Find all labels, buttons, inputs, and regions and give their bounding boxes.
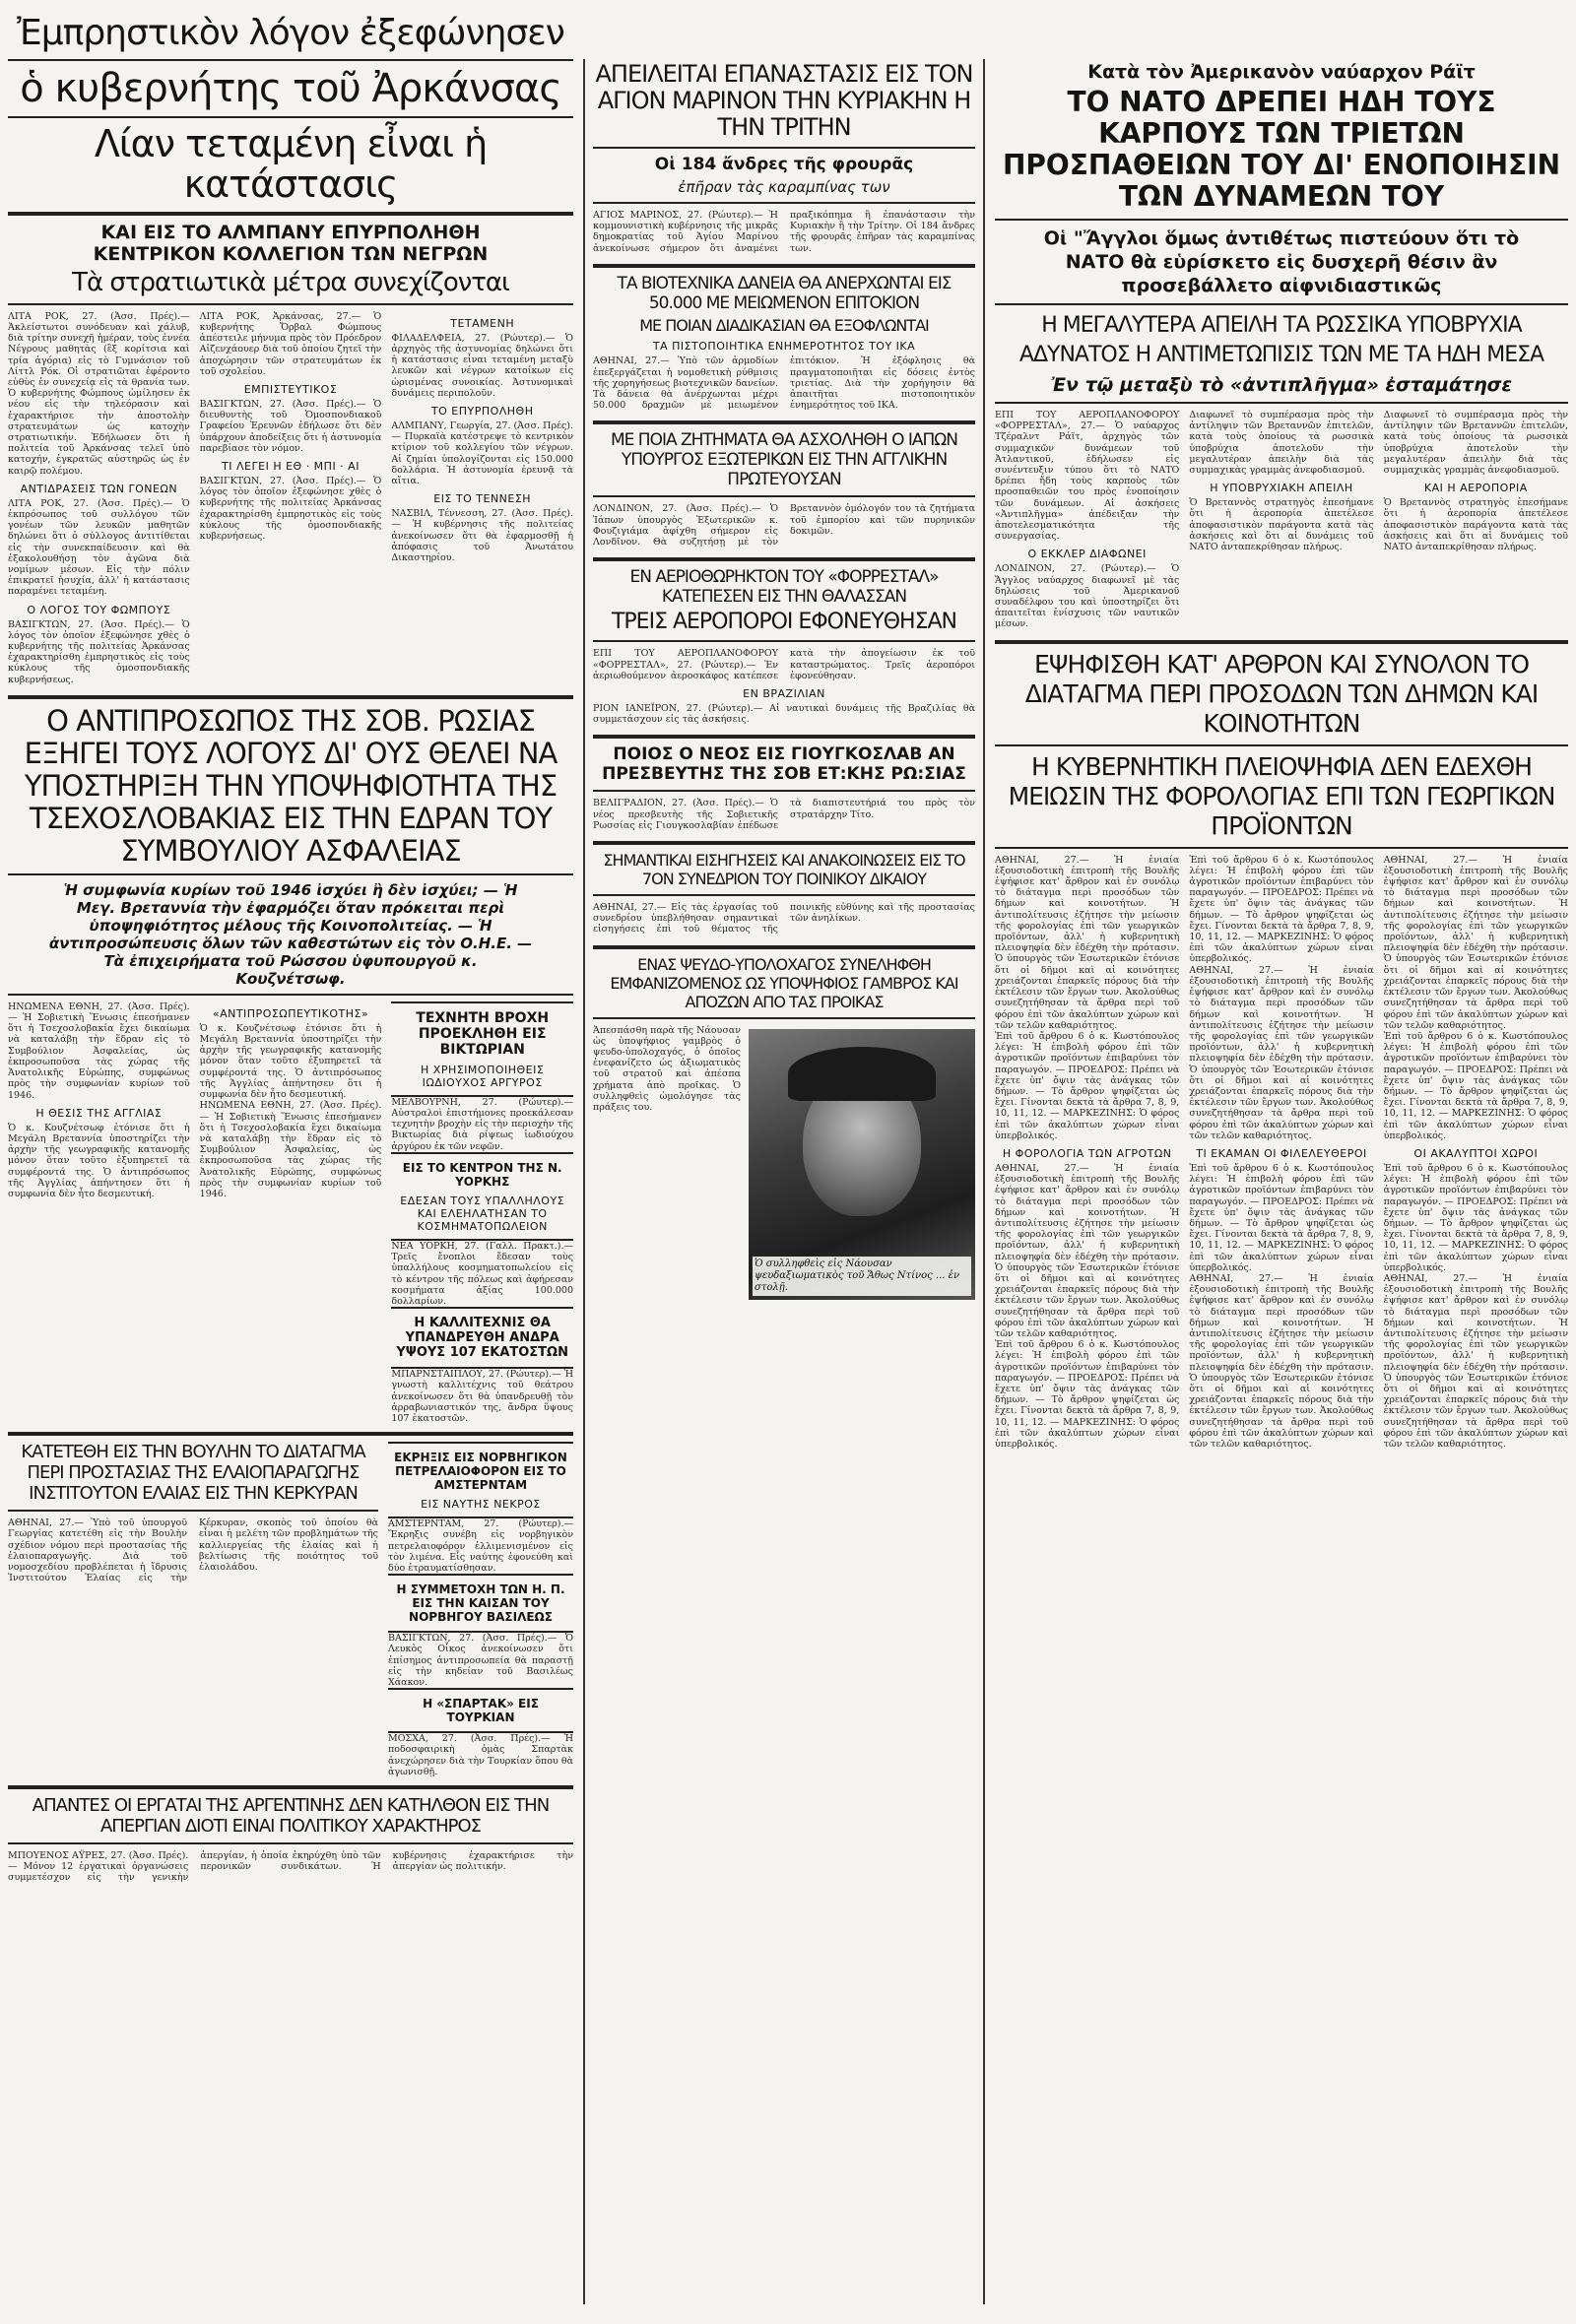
headline-yugoslavia-ambassador: ΠΟΙΟΣ Ο ΝΕΟΣ ΕΙΣ ΓΙΟΥΓΚΟΣΛΑΒ ΑΝ ΠΡΕΣΒΕΥΤΗΣ ΤΗΣ ΣΟΒ ΕΤ:ΚΗΣ ΡΩ:ΣΙΑΣ — [602, 744, 966, 785]
divider — [995, 640, 1568, 644]
section-heading: ΟΙ ΑΚΑΛΥΠΤΟΙ ΧΩΡΟΙ — [1413, 1146, 1539, 1160]
divider — [593, 735, 975, 739]
subhead-submarines: Η ΜΕΓΑΛΥΤΕΡΑ ΑΠΕΙΛΗ ΤΑ ΡΩΣΣΙΚΑ ΥΠΟΒΡΥΧΙΑ ΑΔΥΝΑΤΟΣ Η ΑΝΤΙΜΕΤΩΠΙΣΙΣ ΤΩΝ ΜΕ ΤΑ ΗΔΗ ΜΕΣΑ — [1018, 313, 1544, 367]
article-body: ΑΜΣΤΕΡΝΤΑΜ, 27. (Ρώυτερ).— Ἔκρηξις συνέβη εἰς νορβηγικὸν πετρελαιοφόρον ἐλλιμενισμένον εἰς τὸν λιμένα. Εἷς ναύτης ἐφονεύθη καὶ δύο ἐτραυματίσθησαν. — [388, 1518, 573, 1574]
article-body: ΒΕΛΙΓΡΑΔΙΟΝ, 27. (Ἀσσ. Πρές).— Ὁ νέος πρεσβευτὴς τῆς Σοβιετικῆς Ρωσσίας εἰς Γιουγκοσλαβίαν ἐπέδωσε τὰ διαπιστευτήριά του πρὸς τὸν στρατάρχην Τίτο. — [593, 798, 975, 831]
captain-article — [593, 1025, 975, 1304]
article-body: ΑΓΙΟΣ ΜΑΡΙΝΟΣ, 27. (Ρώυτερ).— Ἡ κομμουνιστικὴ κυβέρνησις τῆς μικρᾶς δημοκρατίας τοῦ Ἁγίου Μαρίνου ἀνεκοίνωσε σήμερον ὅτι ἀναμένει πραξικόπημα ἢ ἐπανάστασιν τὴν Κυριακὴν ἢ τὴν Τρίτην. Οἱ 184 ἄνδρες τῆς φρουρᾶς ἐπῆραν τὰς καραμπίνας των. — [593, 210, 975, 254]
headline-artificial-rain: ΤΕΧΝΗΤΗ ΒΡΟΧΗ ΠΡΟΕΚΛΗΘΗ ΕΙΣ ΒΙΚΤΩΡΙΑΝ — [416, 1009, 550, 1058]
column-middle — [587, 0, 981, 2324]
headline-farm-tax: Η ΚΥΒΕΡΝΗΤΙΚΗ ΠΛΕΙΟΨΗΦΙΑ ΔΕΝ ΕΔΕΧΘΗ ΜΕΙΩΣΙΝ ΤΗΣ ΦΟΡΟΛΟΓΙΑΣ ΕΠΙ ΤΩΝ ΓΕΩΡΓΙΚΩΝ ΠΡΟΪΟΝΤΩΝ — [1008, 751, 1555, 840]
divider — [995, 744, 1568, 746]
subhead-new-york: ΕΔΕΣΑΝ ΤΟΥΣ ΥΠΑΛΛΗΛΟΥΣ ΚΑΙ ΕΛΕΗΛΑΤΗΣΑΝ ΤΟ ΚΟΣΜΗΜΑΤΟΠΩΛΕΙΟΝ — [400, 1194, 565, 1233]
article-body: ΒΑΣΙΓΚΤΩΝ, 27. (Ἀσσ. Πρές).— Ὁ λόγος τὸν ὁποῖον ἐξεφώνησε χθὲς ὁ κυβερνήτης τῆς πολιτείας Ἀρκάνσας ἐχαρακτηρίσθη ἐμπρηστικὸς εἰς τοὺς κύκλους τῆς ὁμοσπονδιακῆς κυβερνήσεως. — [8, 618, 190, 685]
article-body: ΑΘΗΝΑΙ, 27.— Ἡ ἐνιαία ἐξουσιοδοτικὴ ἐπιτροπὴ τῆς Βουλῆς ἐψήφισε κατ' ἄρθρον καὶ ἐν συνόλῳ τὸ διάταγμα περὶ προσόδων τῶν δήμων καὶ κοινοτήτων. Ἡ ἀντιπολίτευσις ἐζήτησε τὴν μείωσιν τῆς φορολογίας ἐπὶ τῶν γεωργικῶν προϊόντων, ἀλλ' ἡ κυβερνητικὴ πλειοψηφία δὲν ἐδέχθη τὴν πρότασιν. Ὁ ὑπουργὸς τῶν Ἐσωτερικῶν ἐτόνισε ὅτι οἱ δῆμοι καὶ αἱ κοινότητες χρειάζονται ἐπαρκεῖς πόρους διὰ τὴν ἐκτέλεσιν τῶν ἔργων των. Ἀκολούθως συνεζητήθησαν τὰ ἄρθρα περὶ τοῦ φόρου ἐπὶ τῶν ἀκαλύπτων χώρων καὶ τῶν τελῶν καθαριότητος. — [995, 854, 1180, 1031]
article-body: ΜΕΛΒΟΥΡΝΗ, 27. (Ρώυτερ).— Αὐστραλοὶ ἐπιστήμονες προεκάλεσαν τεχνητὴν βροχὴν εἰς τὴν περιοχὴν τῆς Βικτωρίας διὰ ρίψεως ἰωδιούχου ἀργύρου ἐκ τῶν νεφῶν. — [391, 1096, 574, 1152]
divider — [593, 147, 975, 149]
article-body: ΡΙΟΝ ΙΑΝΕΪΡΟΝ, 27. (Ρώυτερ).— Αἱ ναυτικαὶ δυνάμεις τῆς Βραζιλίας θὰ συμμετάσχουν εἰς τὰς ἀσκήσεις. — [593, 703, 975, 726]
section-heading: ΤΑ ΠΙΣΤΟΠΟΙΗΤΙΚΑ ΕΝΗΜΕΡΟΤΗΤΟΣ ΤΟΥ ΙΚΑ — [652, 340, 916, 354]
divider — [593, 420, 975, 424]
divider — [593, 790, 975, 792]
section-heading: Ο ΛΟΓΟΣ ΤΟΥ ΦΩΜΠΟΥΣ — [27, 603, 171, 616]
subhead-artificial-rain: Η ΧΡΗΣΙΜΟΠΟΙΗΘΕΙΣ ΙΩΔΙΟΥΧΟΣ ΑΡΓΥΡΟΣ — [421, 1063, 545, 1089]
subhead-albany: ΚΑΙ ΕΙΣ ΤΟ ΑΛΜΠΑΝΥ ΕΠΥΡΠΟΛΗΘΗ ΚΕΝΤΡΙΚΟΝ ΚΟΛΛΕΓΙΟΝ ΤΩΝ ΝΕΓΡΩΝ — [93, 222, 489, 266]
subhead-forrestal: ΤΡΕΙΣ ΑΕΡΟΠΟΡΟΙ ΕΦΟΝΕΥΘΗΣΑΝ — [611, 610, 957, 635]
article-body: ΑΘΗΝΑΙ, 27.— Ἡ ἐνιαία ἐξουσιοδοτικὴ ἐπιτροπὴ τῆς Βουλῆς ἐψήφισε κατ' ἄρθρον καὶ ἐν συνόλῳ τὸ διάταγμα περὶ προσόδων τῶν δήμων καὶ κοινοτήτων. Ἡ ἀντιπολίτευσις ἐζήτησε τὴν μείωσιν τῆς φορολογίας ἐπὶ τῶν γεωργικῶν προϊόντων, ἀλλ' ἡ κυβερνητικὴ πλειοψηφία δὲν ἐδέχθη τὴν πρότασιν. Ὁ ὑπουργὸς τῶν Ἐσωτερικῶν ἐτόνισε ὅτι οἱ δῆμοι καὶ αἱ κοινότητες χρειάζονται ἐπαρκεῖς πόρους διὰ τὴν ἐκτέλεσιν τῶν ἔργων των. Ἀκολούθως συνεζητήθησαν τὰ ἄρθρα περὶ τοῦ φόρου ἐπὶ τῶν ἀκαλύπτων χώρων καὶ τῶν τελῶν καθαριότητος. — [995, 1162, 1180, 1339]
divider — [8, 1785, 573, 1789]
section-heading: ΕΝ ΒΡΑΖΙΛΙΑΝ — [743, 687, 825, 701]
subhead-loans: ΜΕ ΠΟΙΑΝ ΔΙΑΔΙΚΑΣΙΑΝ ΘΑ ΕΞΟΦΛΩΝΤΑΙ — [639, 315, 929, 335]
soviet-article — [8, 1001, 573, 1424]
prehead-admiral: Κατὰ τὸν Ἀμερικανὸν ναύαρχον Ράϊτ — [1087, 61, 1476, 83]
subhead-soviet: Ἡ συμφωνία κυρίων τοῦ 1946 ἰσχύει ἢ δὲν ἰσχύει; — Ἡ Μεγ. Βρεταννία τὴν ἐφαρμόζει ὅταν πρόκειται περὶ ὑποψηφιότητος μέλους τῆς Κοινοπολιτείας. — Ἡ ἀντιπροσώπευσις ὅλων τῶν καθεστώτων εἰς τὸν Ο.Η.Ε. — Τὰ ἐπιχειρήματα τοῦ Ρώσσου ὑφυπουργοῦ κ. Κουζνέτσωφ. — [48, 880, 533, 988]
section-heading: Η ΘΕΣΙΣ ΤΗΣ ΑΓΓΛΙΑΣ — [35, 1106, 163, 1120]
headline-fake-captain: ΕΝΑΣ ΨΕΥΔΟ-ΥΠΟΛΟΧΑΓΟΣ ΣΥΝΕΛΗΦΘΗ ΕΜΦΑΝΙΖΟΜΕΝΟΣ ΩΣ ΥΠΟΨΗΦΙΟΣ ΓΑΜΒΡΟΣ ΚΑΙ ΑΠΟΖΩΝ ΑΠΟ ΤΑΣ ΠΡΟΙΚΑΣ — [610, 954, 958, 1011]
divider — [8, 1510, 378, 1512]
subhead-british: Οἱ "Ἄγγλοι ὅμως ἀντιθέτως πιστεύουν ὅτι τὸ ΝΑΤΟ θὰ εὑρίσκετο εἰς δυσχερῆ θέσιν ἂν προσεβάλλετο αἰφνιδιαστικῶς — [1043, 227, 1520, 296]
article-body: ΑΘΗΝΑΙ, 27.— Ἡ ἐνιαία ἐξουσιοδοτικὴ ἐπιτροπὴ τῆς Βουλῆς ἐψήφισε κατ' ἄρθρον καὶ ἐν συνόλῳ τὸ διάταγμα περὶ προσόδων τῶν δήμων καὶ κοινοτήτων. Ἡ ἀντιπολίτευσις ἐζήτησε τὴν μείωσιν τῆς φορολογίας ἐπὶ τῶν γεωργικῶν προϊόντων, ἀλλ' ἡ κυβερνητικὴ πλειοψηφία δὲν ἐδέχθη τὴν πρότασιν. Ὁ ὑπουργὸς τῶν Ἐσωτερικῶν ἐτόνισε ὅτι οἱ δῆμοι καὶ αἱ κοινότητες χρειάζονται ἐπαρκεῖς πόρους διὰ τὴν ἐκτέλεσιν τῶν ἔργων των. Ἀκολούθως συνεζητήθησαν τὰ ἄρθρα περὶ τοῦ φόρου ἐπὶ τῶν ἀκαλύπτων χώρων καὶ τῶν τελῶν καθαριότητος. — [1383, 854, 1568, 1031]
divider — [8, 1842, 573, 1844]
section-heading: ΤΙ ΕΚΑΜΑΝ ΟΙ ΦΙΛΕΛΕΥΘΕΡΟΙ — [1196, 1146, 1367, 1160]
section-heading: ΚΑΙ Η ΑΕΡΟΠΟΡΙΑ — [1423, 482, 1528, 495]
divider — [593, 1017, 975, 1019]
article-body: ΒΑΣΙΓΚΤΩΝ, 27. (Ἀσσ. Πρές).— Ὁ λόγος τὸν ὁποῖον ἐξεφώνησε χθὲς ὁ κυβερνήτης τῆς πολιτείας Ἀρκάνσας ἐχαρακτηρίσθη ἐμπρηστικὸς εἰς τοὺς κύκλους τῆς ὁμοσπονδιακῆς κυβερνήσεως. — [199, 476, 382, 543]
article-body: Ἐπὶ τοῦ ἄρθρου 6 ὁ κ. Κωστόπουλος λέγει: Ἡ ἐπιβολὴ φόρου ἐπὶ τῶν ἀγροτικῶν προϊόντων ἐπιβαρύνει τὸν παραγωγόν. — ΠΡΟΕΔΡΟΣ: Πρέπει νὰ ἔχετε ὑπ' ὄψιν τὰς ἀνάγκας τῶν δήμων. — Τὸ ἄρθρον ψηφίζεται ὡς ἔχει. Γίνονται δεκτὰ τὰ ἄρθρα 7, 8, 9, 10, 11, 12. — ΜΑΡΚΕΖΙΝΗΣ: Ὁ φόρος ἐπὶ τῶν ἀκαλύπτων χώρων εἶναι ὑπερβολικός. — [1189, 1162, 1374, 1273]
divider — [593, 640, 975, 642]
article-body: ΑΘΗΝΑΙ, 27.— Ὑπὸ τῶν ἁρμοδίων ἐπεξεργάζεται ἡ νομοθετικὴ ρύθμισις τῆς χορηγήσεως βιοτεχνικῶν δανείων. Τὰ δάνεια θὰ ἀνέρχωνται μέχρι 50.000 δραχμῶν μὲ μειωμένον ἐπιτόκιον. Ἡ ἐξόφλησις θὰ πραγματοποιῆται εἰς δόσεις ἐντὸς τριετίας. Διὰ τὴν χορήγησιν θὰ ἀπαιτῆται πιστοποιητικὸν ἐνημερότητος τοῦ ΙΚΑ. — [593, 355, 975, 412]
article-body: ΑΘΗΝΑΙ, 27.— Ἡ ἐνιαία ἐξουσιοδοτικὴ ἐπιτροπὴ τῆς Βουλῆς ἐψήφισε κατ' ἄρθρον καὶ ἐν συνόλῳ τὸ διάταγμα περὶ προσόδων τῶν δήμων καὶ κοινοτήτων. Ἡ ἀντιπολίτευσις ἐζήτησε τὴν μείωσιν τῆς φορολογίας ἐπὶ τῶν γεωργικῶν προϊόντων, ἀλλ' ἡ κυβερνητικὴ πλειοψηφία δὲν ἐδέχθη τὴν πρότασιν. Ὁ ὑπουργὸς τῶν Ἐσωτερικῶν ἐτόνισε ὅτι οἱ δῆμοι καὶ αἱ κοινότητες χρειάζονται ἐπαρκεῖς πόρους διὰ τὴν ἐκτέλεσιν τῶν ἔργων των. Ἀκολούθως συνεζητήθησαν τὰ ἄρθρα περὶ τοῦ φόρου ἐπὶ τῶν ἀκαλύπτων χώρων καὶ τῶν τελῶν καθαριότητος. — [1189, 964, 1374, 1141]
divider — [593, 557, 975, 561]
divider — [8, 994, 573, 996]
subhead-carbines: ἐπῆραν τὰς καραμπίνας των — [678, 178, 890, 196]
article-body: ΛΟΝΔΙΝΟΝ, 27. (Ρώυτερ).— Ὁ Ἄγγλος ναύαρχος διαφωνεῖ μὲ τὰς δηλώσεις τοῦ Ἀμερικανοῦ συναδέλφου του καὶ ὑποστηρίζει ὅτι ἀπαιτεῖται ἐνίσχυσις τῶν ναυτικῶν μέσων. — [995, 563, 1180, 630]
divider — [8, 116, 573, 118]
divider — [593, 894, 975, 896]
article-body: ΗΝΩΜΕΝΑ ΕΘΝΗ, 27. (Ἀσσ. Πρές).— Ἡ Σοβιετικὴ Ἕνωσις ἐπεσήμανεν ὅτι ἡ Τσεχοσλοβακία ἔχει δικαίωμα νὰ καταλάβῃ τὴν ἕδραν εἰς τὸ Συμβούλιον Ἀσφαλείας, ὡς ἐκπροσωποῦσα τὰς χώρας τῆς Ἀνατολικῆς Εὐρώπης, συμφώνως πρὸς τὴν συμφωνίαν κυρίων τοῦ 1946. — [8, 1001, 190, 1101]
arkansas-article — [8, 311, 573, 685]
headline-arkansas-3: Λίαν τεταμένη εἶναι ἡ κατάστασις — [94, 121, 488, 207]
section-heading: ΕΜΠΙΣΤΕΥΤΙΚΟΣ — [243, 383, 338, 396]
headline-olive-institute: ΚΑΤΕΤΕΘΗ ΕΙΣ ΤΗΝ ΒΟΥΛΗΝ ΤΟ ΔΙΑΤΑΓΜΑ ΠΕΡΙ ΠΡΟΣΤΑΣΙΑΣ ΤΗΣ ΕΛΑΙΟΠΑΡΑΓΩΓΗΣ ΙΝΣΤΙΤΟΥΤΟΝ ΕΛΑΙΑΣ ΕΙΣ ΤΗΝ ΚΕΡΚΥΡΑΝ — [21, 1442, 365, 1505]
column-right — [987, 0, 1576, 2324]
article-body: Ἐπὶ τοῦ ἄρθρου 6 ὁ κ. Κωστόπουλος λέγει: Ἡ ἐπιβολὴ φόρου ἐπὶ τῶν ἀγροτικῶν προϊόντων ἐπιβαρύνει τὸν παραγωγόν. — ΠΡΟΕΔΡΟΣ: Πρέπει νὰ ἔχετε ὑπ' ὄψιν τὰς ἀνάγκας τῶν δήμων. — Τὸ ἄρθρον ψηφίζεται ὡς ἔχει. Γίνονται δεκτὰ τὰ ἄρθρα 7, 8, 9, 10, 11, 12. — ΜΑΡΚΕΖΙΝΗΣ: Ὁ φόρος ἐπὶ τῶν ἀκαλύπτων χώρων εἶναι ὑπερβολικός. — [1383, 1162, 1568, 1273]
article-body: ΑΘΗΝΑΙ, 27.— Ἡ ἐνιαία ἐξουσιοδοτικὴ ἐπιτροπὴ τῆς Βουλῆς ἐψήφισε κατ' ἄρθρον καὶ ἐν συνόλῳ τὸ διάταγμα περὶ προσόδων τῶν δήμων καὶ κοινοτήτων. Ἡ ἀντιπολίτευσις ἐζήτησε τὴν μείωσιν τῆς φορολογίας ἐπὶ τῶν γεωργικῶν προϊόντων, ἀλλ' ἡ κυβερνητικὴ πλειοψηφία δὲν ἐδέχθη τὴν πρότασιν. Ὁ ὑπουργὸς τῶν Ἐσωτερικῶν ἐτόνισε ὅτι οἱ δῆμοι καὶ αἱ κοινότητες χρειάζονται ἐπαρκεῖς πόρους διὰ τὴν ἐκτέλεσιν τῶν ἔργων των. Ἀκολούθως συνεζητήθησαν τὰ ἄρθρα περὶ τοῦ φόρου ἐπὶ τῶν ἀκαλύπτων χώρων καὶ τῶν τελῶν καθαριότητος. — [1189, 1272, 1374, 1451]
article-body: ΒΑΣΙΓΚΤΩΝ, 27. (Ἀσσ. Πρές).— Ὁ διευθυντὴς τοῦ Ὁμοσπονδιακοῦ Γραφείου Ἐρευνῶν ἐδήλωσε ὅτι δὲν ὑπάρχουν ἀποδείξεις ὅτι ἡ ἀστυνομία παρεβίασε τὸν νόμον. — [199, 399, 382, 454]
headline-forrestal: ΕΝ ΑΕΡΙΟΘΩΡΗΚΤΟΝ ΤΟΥ «ΦΟΡΡΕΣΤΑΛ» ΚΑΤΕΠΕΣΕΝ ΕΙΣ ΤΗΝ ΘΑΛΑΣΣΑΝ — [629, 567, 939, 608]
article-body: ΝΑΣΒΙΛ, Τέννεσση, 27. (Ἀσσ. Πρές).— Ἡ κυβέρνησις τῆς πολιτείας ἀνεκοίνωσεν ὅτι θὰ ἐφαρμοσθῇ ἡ ἀπόφασις τοῦ Ἀνωτάτου Δικαστηρίου. — [391, 508, 574, 564]
divider — [8, 59, 573, 61]
divider — [593, 841, 975, 845]
photo-cap — [788, 1047, 936, 1101]
divider — [593, 202, 975, 204]
subhead-guard: Οἱ 184 ἄνδρες τῆς φρουρᾶς — [654, 155, 914, 174]
photo-caption: Ὁ συλληφθεὶς εἰς Νάουσαν ψευδαξιωματικὸς τοῦ Ἄθως Ντίνος ... ἐν στολῇ. — [753, 1257, 971, 1296]
divider — [8, 695, 573, 699]
headline-spartak: Η «ΣΠΑΡΤΑΚ» ΕΙΣ ΤΟΥΡΚΙΑΝ — [423, 1697, 539, 1725]
headline-san-marino: ΑΠΕΙΛΕΙΤΑΙ ΕΠΑΝΑΣΤΑΣΙΣ ΕΙΣ ΤΟΝ ΑΓΙΟΝ ΜΑΡΙΝΟΝ ΤΗΝ ΚΥΡΙΑΚΗΝ Η ΤΗΝ ΤΡΙΤΗΝ — [595, 60, 973, 141]
section-heading: Η ΦΟΡΟΛΟΓΙΑ ΤΩΝ ΑΓΡΟΤΩΝ — [1002, 1146, 1172, 1160]
headline-loans: ΤΑ ΒΙΟΤΕΧΝΙΚΑ ΔΑΝΕΙΑ ΘΑ ΑΝΕΡΧΩΝΤΑΙ ΕΙΣ 50.000 ΜΕ ΜΕΙΩΜΕΝΟΝ ΕΠΙΤΟΚΙΟΝ — [617, 273, 952, 313]
article-body: Διαφωνεῖ τὸ συμπέρασμα πρὸς τὴν ἀντίληψιν τῶν Βρεταννῶν ἐπιτελῶν, κατὰ τοὺς ὁποίους τὰ ρωσσικὰ ὑποβρύχια ἀποτελοῦν τὴν μεγαλυτέραν ἀπειλὴν διὰ τὰς συμμαχικὰς γραμμὰς ἀνεφοδιασμοῦ. — [1383, 410, 1568, 477]
divider — [8, 873, 573, 875]
column-rule — [983, 59, 985, 2304]
subhead-military-measures: Τὰ στρατιωτικὰ μέτρα συνεχίζονται — [72, 268, 509, 298]
article-body: ΗΝΩΜΕΝΑ ΕΘΝΗ, 27. (Ἀσσ. Πρές).— Ἡ Σοβιετικὴ Ἕνωσις ἐπεσήμανεν ὅτι ἡ Τσεχοσλοβακία ἔχει δικαίωμα νὰ καταλάβῃ τὴν ἕδραν εἰς τὸ Συμβούλιον Ἀσφαλείας, ὡς ἐκπροσωποῦσα τὰς χώρας τῆς Ἀνατολικῆς Εὐρώπης, συμφώνως πρὸς τὴν συμφωνίαν κυρίων τοῦ 1946. — [199, 1100, 382, 1199]
headline-explosion: ΕΚΡΗΞΙΣ ΕΙΣ ΝΟΡΒΗΓΙΚΟΝ ΠΕΤΡΕΛΑΙΟΦΟΡΟΝ ΕΙΣ ΤΟ ΑΜΣΤΕΡΝΤΑΜ — [394, 1451, 567, 1493]
divider — [593, 264, 975, 268]
subhead-counterstrike: Ἐν τῷ μεταξὺ τὸ «ἀντιπλῆγμα» ἐσταμάτησε — [1050, 374, 1513, 396]
article-body: ΛΟΝΔΙΝΟΝ, 27. (Ἀσσ. Πρές).— Ὁ Ἰάπων ὑπουργὸς Ἐξωτερικῶν κ. Φουζιγιάμα ἀφίχθη σήμερον εἰς Λονδῖνον. Θὰ συζητήσῃ μὲ τὸν Βρεταννὸν ὁμόλογόν του τὰ ζητήματα τοῦ ἐμπορίου καὶ τῶν πυρηνικῶν δοκιμῶν. — [593, 503, 975, 549]
article-body: ΛΙΤΑ ΡΟΚ, 27. (Ἀσσ. Πρές).— Ὁ ἐκπρόσωπος τοῦ συλλόγου τῶν γονέων τῶν λευκῶν μαθητῶν δηλώνει ὅτι ὁ σύλλογος ἀντιτίθεται εἰς τὴν συνεκπαίδευσιν καὶ θὰ ἐξακολουθήσῃ τὸν ἀγῶνα διὰ νομίμων μέσων. Εἰς τὴν πόλιν ἐπικρατεῖ ἡσυχία, ἀλλ' ἡ κατάστασις παραμένει τεταμένη. — [8, 497, 190, 598]
section-heading: ΑΝΤΙΔΡΑΣΕΙΣ ΤΩΝ ΓΟΝΕΩΝ — [20, 482, 178, 495]
article-body: Ἐπὶ τοῦ ἄρθρου 6 ὁ κ. Κωστόπουλος λέγει: Ἡ ἐπιβολὴ φόρου ἐπὶ τῶν ἀγροτικῶν προϊόντων ἐπιβαρύνει τὸν παραγωγόν. — ΠΡΟΕΔΡΟΣ: Πρέπει νὰ ἔχετε ὑπ' ὄψιν τὰς ἀνάγκας τῶν δήμων. — Τὸ ἄρθρον ψηφίζεται ὡς ἔχει. Γίνονται δεκτὰ τὰ ἄρθρα 7, 8, 9, 10, 11, 12. — ΜΑΡΚΕΖΙΝΗΣ: Ὁ φόρος ἐπὶ τῶν ἀκαλύπτων χώρων εἶναι ὑπερβολικός. — [1383, 1030, 1568, 1141]
nato-article — [995, 410, 1568, 630]
headline-artist: Η ΚΑΛΛΙΤΕΧΝΙΣ ΘΑ ΥΠΑΝΔΡΕΥΘΗ ΑΝΔΡΑ ΥΨΟΥΣ 107 ΕΚΑΤΟΣΤΩΝ — [396, 1316, 568, 1361]
section-heading: ΕΙΣ ΤΟ ΤΕΝΝΕΣΗ — [433, 492, 532, 506]
article-body: ΑΘΗΝΑΙ, 27.— Ἡ ἐνιαία ἐξουσιοδοτικὴ ἐπιτροπὴ τῆς Βουλῆς ἐψήφισε κατ' ἄρθρον καὶ ἐν συνόλῳ τὸ διάταγμα περὶ προσόδων τῶν δήμων καὶ κοινοτήτων. Ἡ ἀντιπολίτευσις ἐζήτησε τὴν μείωσιν τῆς φορολογίας ἐπὶ τῶν γεωργικῶν προϊόντων, ἀλλ' ἡ κυβερνητικὴ πλειοψηφία δὲν ἐδέχθη τὴν πρότασιν. Ὁ ὑπουργὸς τῶν Ἐσωτερικῶν ἐτόνισε ὅτι οἱ δῆμοι καὶ αἱ κοινότητες χρειάζονται ἐπαρκεῖς πόρους διὰ τὴν ἐκτέλεσιν τῶν ἔργων των. Ἀκολούθως συνεζητήθησαν τὰ ἄρθρα περὶ τοῦ φόρου ἐπὶ τῶν ἀκαλύπτων χώρων καὶ τῶν τελῶν καθαριότητος. — [1383, 1272, 1568, 1451]
headline-penal-congress: ΣΗΜΑΝΤΙΚΑΙ ΕΙΣΗΓΗΣΕΙΣ ΚΑΙ ΑΝΑΚΟΙΝΩΣΕΙΣ ΕΙΣ ΤΟ 7ΟΝ ΣΥΝΕΔΡΙΟΝ ΤΟΥ ΠΟΙΝΙΚΟΥ ΔΙΚΑΙΟΥ — [603, 851, 965, 889]
article-body: ΑΘΗΝΑΙ, 27.— Εἰς τὰς ἐργασίας τοῦ συνεδρίου ὑπεβλήθησαν σημαντικαὶ εἰσηγήσεις ἐπὶ τοῦ θέματος τῆς ποινικῆς εὐθύνης καὶ τῆς προστασίας τῶν ἀνηλίκων. — [593, 902, 975, 936]
article-body: Ὁ Βρεταννὸς στρατηγὸς ἐπεσήμανε ὅτι ἡ ἀεροπορία ἀπετέλεσε ἀποφασιστικὸν παράγοντα κατὰ τὰς ἀσκήσεις καὶ ὅτι αἱ δυνάμεις τοῦ ΝΑΤΟ ἀνταπεκρίθησαν πλήρως. — [1383, 497, 1568, 553]
article-body: Ὁ κ. Κουζνέτσωφ ἐτόνισε ὅτι ἡ Μεγάλη Βρεταννία ὑποστηρίζει τὴν ἀρχὴν τῆς γεωγραφικῆς κατανομῆς μόνον ὅταν τοῦτο ἐξυπηρετεῖ τὰ συμφέροντά της. Ὁ ἀντιπρόσωπος τῆς Ἀγγλίας ἀπήντησεν ὅτι ἡ συμφωνία δὲν ἦτο δεσμευτική. — [8, 1122, 190, 1199]
column-rule — [583, 59, 585, 2304]
article-body: Ἀπεσπάσθη παρὰ τῆς Νάουσαν ὡς ὑποψήφιος γαμβρὸς ὁ ψευδο-ὑπολοχαγός, ὁ ὁποῖος ἐνεφανίζετο ὡς ἀξιωματικὸς τοῦ στρατοῦ καὶ ἀπέσπα χρήματα ἀπὸ προῖκας. Ὁ συλληφθεὶς ὡμολόγησε τὰς πράξεις του. — [593, 1024, 741, 1114]
article-body: ΛΙΤΑ ΡΟΚ, Ἀρκάνσας, 27.— Ὁ κυβερνήτης Ὄρβαλ Φώμπους ἀπέστειλε μήνυμα πρὸς τὸν Πρόεδρον Αἰζενχάουερ διὰ τοῦ ὁποίου ζητεῖ τὴν ἀποχώρησιν τῶν στρατευμάτων ἐκ τοῦ σχολείου. — [199, 310, 382, 377]
divider — [995, 303, 1568, 305]
headline-municipal-tax: ΕΨΗΦΙΣΘΗ ΚΑΤ' ΑΡΘΡΟΝ ΚΑΙ ΣΥΝΟΛΟΝ ΤΟ ΔΙΑΤΑΓΜΑ ΠΕΡΙ ΠΡΟΣΟΔΩΝ ΤΩΝ ΔΗΜΩΝ ΚΑΙ ΚΟΙΝΟΤΗΤΩΝ — [1024, 649, 1539, 738]
headline-japan-minister: ΜΕ ΠΟΙΑ ΖΗΤΗΜΑΤΑ ΘΑ ΑΣΧΟΛΗΘΗ Ο ΙΑΠΩΝ ΥΠΟΥΡΓΟΣ ΕΞΩΤΕΡΙΚΩΝ ΕΙΣ ΤΗΝ ΑΓΓΛΙΚΗΝ ΠΡΩΤΕΥΟΥΣΑΝ — [610, 430, 958, 490]
article-body: ΕΠΙ ΤΟΥ ΑΕΡΟΠΛΑΝΟΦΟΡΟΥ «ΦΟΡΡΕΣΤΑΛ», 27.— Ὁ ναύαρχος Τζέραλντ Ράϊτ, ἀρχηγὸς τῶν συμμαχικῶν δυνάμεων τοῦ Ἀτλαντικοῦ, ἐδήλωσεν εἰς συνέντευξιν τύπου ὅτι τὸ ΝΑΤΟ δρέπει ἤδη τοὺς καρποὺς τῶν προσπαθειῶν του πρὸς ἑνοποίησιν τῶν δυνάμεων. Αἱ ἀσκήσεις «Ἀντιπλῆγμα» ἀπέδειξαν τὴν ἀποτελεσματικότητα τῆς συνεργασίας. — [995, 410, 1180, 543]
column-left — [0, 0, 581, 2324]
headline-arkansas-1: Ἐμπρηστικὸν λόγον ἐξεφώνησεν — [17, 13, 564, 53]
section-heading: ΤΕΤΑΜΕΝΗ — [450, 316, 515, 330]
headline-nato: ΤΟ ΝΑΤΟ ΔΡΕΠΕΙ ΗΔΗ ΤΟΥΣ ΚΑΡΠΟΥΣ ΤΩΝ ΤΡΙΕΤΩΝ ΠΡΟΣΠΑΘΕΙΩΝ ΤΟΥ ΔΙ' ΕΝΟΠΟΙΗΣΙΝ ΤΩΝ ΔΥΝΑΜΕΩΝ ΤΟΥ — [1002, 86, 1561, 213]
divider — [995, 402, 1568, 404]
divider — [593, 945, 975, 949]
article-body: ΑΛΜΠΑΝΥ, Γεωργία, 27. (Ἀσσ. Πρές).— Πυρκαϊὰ κατέστρεψε τὸ κεντρικὸν κτίριον τοῦ κολλεγίου τῶν νέγρων. Αἱ ζημίαι ὑπολογίζονται εἰς 150.000 δολλάρια. Ἡ ἀστυνομία ἐρευνᾷ τὰ αἴτια. — [391, 420, 574, 487]
divider — [995, 847, 1568, 849]
tax-article — [995, 855, 1568, 1451]
headline-norway-funeral: Η ΣΥΜΜΕΤΟΧΗ ΤΩΝ Η. Π. ΕΙΣ ΤΗΝ ΚΑΙΣΑΝ ΤΟΥ ΝΟΡΒΗΓΟΥ ΒΑΣΙΛΕΩΣ — [396, 1582, 565, 1625]
divider — [8, 1432, 573, 1436]
section-heading: ΤΟ ΕΠΥΡΠΟΛΗΘΗ — [430, 405, 534, 418]
article-body: Ἐπὶ τοῦ ἄρθρου 6 ὁ κ. Κωστόπουλος λέγει: Ἡ ἐπιβολὴ φόρου ἐπὶ τῶν ἀγροτικῶν προϊόντων ἐπιβαρύνει τὸν παραγωγόν. — ΠΡΟΕΔΡΟΣ: Πρέπει νὰ ἔχετε ὑπ' ὄψιν τὰς ἀνάγκας τῶν δήμων. — Τὸ ἄρθρον ψηφίζεται ὡς ἔχει. Γίνονται δεκτὰ τὰ ἄρθρα 7, 8, 9, 10, 11, 12. — ΜΑΡΚΕΖΙΝΗΣ: Ὁ φόρος ἐπὶ τῶν ἀκαλύπτων χώρων εἶναι ὑπερβολικός. — [995, 1339, 1180, 1451]
article-body: Ἐπὶ τοῦ ἄρθρου 6 ὁ κ. Κωστόπουλος λέγει: Ἡ ἐπιβολὴ φόρου ἐπὶ τῶν ἀγροτικῶν προϊόντων ἐπιβαρύνει τὸν παραγωγόν. — ΠΡΟΕΔΡΟΣ: Πρέπει νὰ ἔχετε ὑπ' ὄψιν τὰς ἀνάγκας τῶν δήμων. — Τὸ ἄρθρον ψηφίζεται ὡς ἔχει. Γίνονται δεκτὰ τὰ ἄρθρα 7, 8, 9, 10, 11, 12. — ΜΑΡΚΕΖΙΝΗΣ: Ὁ φόρος ἐπὶ τῶν ἀκαλύπτων χώρων εἶναι ὑπερβολικός. — [1189, 854, 1374, 965]
section-heading: ΤΙ ΛΕΓΕΙ Η ΕΘ · ΜΠΙ · ΑΙ — [222, 460, 360, 474]
article-body: ΦΙΛΑΔΕΛΦΕΙΑ, 27. (Ρώυτερ).— Ὁ ἀρχηγὸς τῆς ἀστυνομίας δηλώνει ὅτι ἡ κατάστασις εἶναι τεταμένη μεταξὺ λευκῶν καὶ νέγρων κατοίκων εἰς ὡρισμένας συνοικίας. Ἀστυνομικαὶ δυνάμεις περιπολοῦν. — [391, 332, 574, 399]
headline-arkansas-2: ὁ κυβερνήτης τοῦ Ἀρκάνσας — [20, 65, 561, 111]
section-heading: «ΑΝΤΙΠΡΟΣΩΠΕΥΤΙΚΟΤΗΣ» — [212, 1006, 369, 1020]
photo-fake-captain — [749, 1029, 975, 1300]
article-body: Ὁ Βρεταννὸς στρατηγὸς ἐπεσήμανε ὅτι ἡ ἀεροπορία ἀπετέλεσε ἀποφασιστικὸν παράγοντα κατὰ τὰς ἀσκήσεις καὶ ὅτι αἱ δυνάμεις τοῦ ΝΑΤΟ ἀνταπεκρίθησαν πλήρως. — [1189, 497, 1374, 553]
article-body: ΛΙΤΑ ΡΟΚ, 27. (Ἀσσ. Πρές).— Ἀκλείστωτοι συνόδευαν καὶ χάλυβ, διὰ τρίτην συνεχῆ ἡμέραν, τοὺς ἐννέα Νέγρους μαθητὰς (ἓξ κορίτσια καὶ τρία ἀγόρια) εἰς τὸ Γυμνάσιον τοῦ Λίττλ Ρόκ. Οἱ στρατιῶται ἐφέροντο εὐθὺς ἐν συνεχείᾳ εἰς τὰ θρανία των. Ὁ κυβερνήτης Φώμπους ὡμίλησεν ἐκ νέου εἰς τὴν τηλεόρασιν καὶ ἐχαρακτήρισε τὴν ἀποστολὴν στρατευμάτων ὡς κατοχὴν στρατιωτικήν. Ἐδήλωσεν ὅτι ἡ πολιτεία τοῦ Ἀρκάνσας τελεῖ ὑπὸ κατοχήν, ἐγκρατῶς αὐστηρῶς ὡς ἐν καιρῷ πολέμου. — [8, 310, 190, 477]
section-heading: Η ΥΠΟΒΡΥΧΙΑΚΗ ΑΠΕΙΛΗ — [1210, 482, 1353, 495]
article-body: Ἐπὶ τοῦ ἄρθρου 6 ὁ κ. Κωστόπουλος λέγει: Ἡ ἐπιβολὴ φόρου ἐπὶ τῶν ἀγροτικῶν προϊόντων ἐπιβαρύνει τὸν παραγωγόν. — ΠΡΟΕΔΡΟΣ: Πρέπει νὰ ἔχετε ὑπ' ὄψιν τὰς ἀνάγκας τῶν δήμων. — Τὸ ἄρθρον ψηφίζεται ὡς ἔχει. Γίνονται δεκτὰ τὰ ἄρθρα 7, 8, 9, 10, 11, 12. — ΜΑΡΚΕΖΙΝΗΣ: Ὁ φόρος ἐπὶ τῶν ἀκαλύπτων χώρων εἶναι ὑπερβολικός. — [995, 1030, 1180, 1141]
article-body: ΝΕΑ ΥΟΡΚΗ, 27. (Γαλλ. Πρακτ.).— Τρεῖς ἔνοπλοι ἔδεσαν τοὺς ὑπαλλήλους κοσμηματοπωλείου εἰς τὸ κέντρον τῆς πόλεως καὶ ἀφήρεσαν κοσμήματα ἀξίας 100.000 δολλαρίων. — [391, 1240, 574, 1307]
divider — [593, 495, 975, 497]
article-body: Ὁ κ. Κουζνέτσωφ ἐτόνισε ὅτι ἡ Μεγάλη Βρεταννία ὑποστηρίζει τὴν ἀρχὴν τῆς γεωγραφικῆς κατανομῆς μόνον ὅταν τοῦτο ἐξυπηρετεῖ τὰ συμφέροντά της. Ὁ ἀντιπρόσωπος τῆς Ἀγγλίας ἀπήντησεν ὅτι ἡ συμφωνία δὲν ἦτο δεσμευτική. — [199, 1022, 382, 1101]
article-body: ΜΠΟΥΕΝΟΣ ΑΫΡΕΣ, 27. (Ἀσσ. Πρές).— Μόνον 12 ἐργατικαὶ ὀργανώσεις συμμετέσχον εἰς τὴν γενικὴν ἀπεργίαν, ἡ ὁποία ἐκηρύχθη ὑπὸ τῶν περονικῶν συνδικάτων. Ἡ κυβέρνησις ἐχαρακτήρισε τὴν ἀπεργίαν ὡς πολιτικήν. — [8, 1849, 573, 1884]
section-heading: ΕΙΣ ΝΑΥΤΗΣ ΝΕΚΡΟΣ — [421, 1498, 541, 1512]
headline-soviet-czechoslovakia: Ο ΑΝΤΙΠΡΟΣΩΠΟΣ ΤΗΣ ΣΟΒ. ΡΩΣΙΑΣ ΕΞΗΓΕΙ ΤΟΥΣ ΛΟΓΟΥΣ ΔΙ' ΟΥΣ ΘΕΛΕΙ ΝΑ ΥΠΟΣΤΗΡΙΞΗ ΤΗΝ ΥΠΟΨΗΦΙΟΤΗΤΑ ΤΗΣ ΤΣΕΧΟΣΛΟΒΑΚΙΑΣ ΕΙΣ ΤΗΝ ΕΔΡΑΝ ΤΟΥ ΣΥΜΒΟΥΛΙΟΥ ΑΣΦΑΛΕΙΑΣ — [24, 703, 558, 868]
article-body: Διαφωνεῖ τὸ συμπέρασμα πρὸς τὴν ἀντίληψιν τῶν Βρεταννῶν ἐπιτελῶν, κατὰ τοὺς ὁποίους τὰ ρωσσικὰ ὑποβρύχια ἀποτελοῦν τὴν μεγαλυτέραν ἀπειλὴν διὰ τὰς συμμαχικὰς γραμμὰς ἀνεφοδιασμοῦ. — [1189, 410, 1374, 477]
article-body: ΕΠΙ ΤΟΥ ΑΕΡΟΠΛΑΝΟΦΟΡΟΥ «ΦΟΡΡΕΣΤΑΛ», 27. (Ρώυτερ).— Ἐν ἀεριωθούμενον ἀεροσκάφος κατέπεσε κατὰ τὴν ἀπογείωσιν ἐκ τοῦ καταστρώματος. Τρεῖς ἀεροπόροι ἐφονεύθησαν. — [593, 648, 975, 681]
section-heading: Ο ΕΚΚΛΕΡ ΔΙΑΦΩΝΕΙ — [1027, 548, 1147, 561]
article-body: ΜΟΣΧΑ, 27. (Ἀσσ. Πρές).— Ἡ ποδοσφαιρικὴ ὁμὰς Σπαρτὰκ ἀνεχώρησεν διὰ τὴν Τουρκίαν ὅπου θὰ ἀγωνισθῇ. — [388, 1733, 573, 1777]
divider — [995, 219, 1568, 221]
article-body: ΜΠΑΡΝΣΤΑΙΠΛΟΥ, 27. (Ρώυτερ).— Ἡ γνωστὴ καλλιτέχνις τοῦ θεάτρου ἀνεκοίνωσεν ὅτι θὰ ὑπανδρευθῇ τὸν ἀρραβωνιαστικόν της, ἄνδρα ὕψους 107 ἑκατοστῶν. — [391, 1369, 574, 1424]
lower-left-block — [8, 1442, 573, 1777]
headline-new-york: ΕΙΣ ΤΟ ΚΕΝΤΡΟΝ ΤΗΣ Ν. ΥΟΡΚΗΣ — [402, 1160, 562, 1189]
article-body: ΒΑΣΙΓΚΤΩΝ, 27. (Ἀσσ. Πρές).— Ὁ Λευκὸς Οἶκος ἀνεκοίνωσεν ὅτι ἐπίσημος ἀντιπροσωπεία θὰ παραστῇ εἰς τὴν κηδείαν τοῦ Βασιλέως Χάακον. — [388, 1633, 573, 1688]
headline-argentina: ΑΠΑΝΤΕΣ ΟΙ ΕΡΓΑΤΑΙ ΤΗΣ ΑΡΓΕΝΤΙΝΗΣ ΔΕΝ ΚΑΤΗΛΘΟΝ ΕΙΣ ΤΗΝ ΑΠΕΡΓΙΑΝ ΔΙΟΤΙ ΕΙΝΑΙ ΠΟΛΙΤΙΚΟΥ ΧΑΡΑΚΤΗΡΟΣ — [32, 1794, 550, 1837]
divider — [8, 303, 573, 305]
article-body: ΑΘΗΝΑΙ, 27.— Ὑπὸ τοῦ ὑπουργοῦ Γεωργίας κατετέθη εἰς τὴν Βουλὴν σχέδιον νόμου περὶ προστασίας τῆς ἐλαιοπαραγωγῆς. Διὰ τοῦ νομοσχεδίου προβλέπεται ἡ ἵδρυσις Ἰνστιτούτου Ἐλαίας εἰς τὴν Κέρκυραν, σκοπὸς τοῦ ὁποίου θὰ εἶναι ἡ μελέτη τῶν προβλημάτων τῆς καλλιεργείας τῆς ἐλαίας καὶ ἡ βελτίωσις τῆς ποιότητος τοῦ ἐλαιολάδου. — [8, 1517, 378, 1584]
divider — [8, 212, 573, 216]
